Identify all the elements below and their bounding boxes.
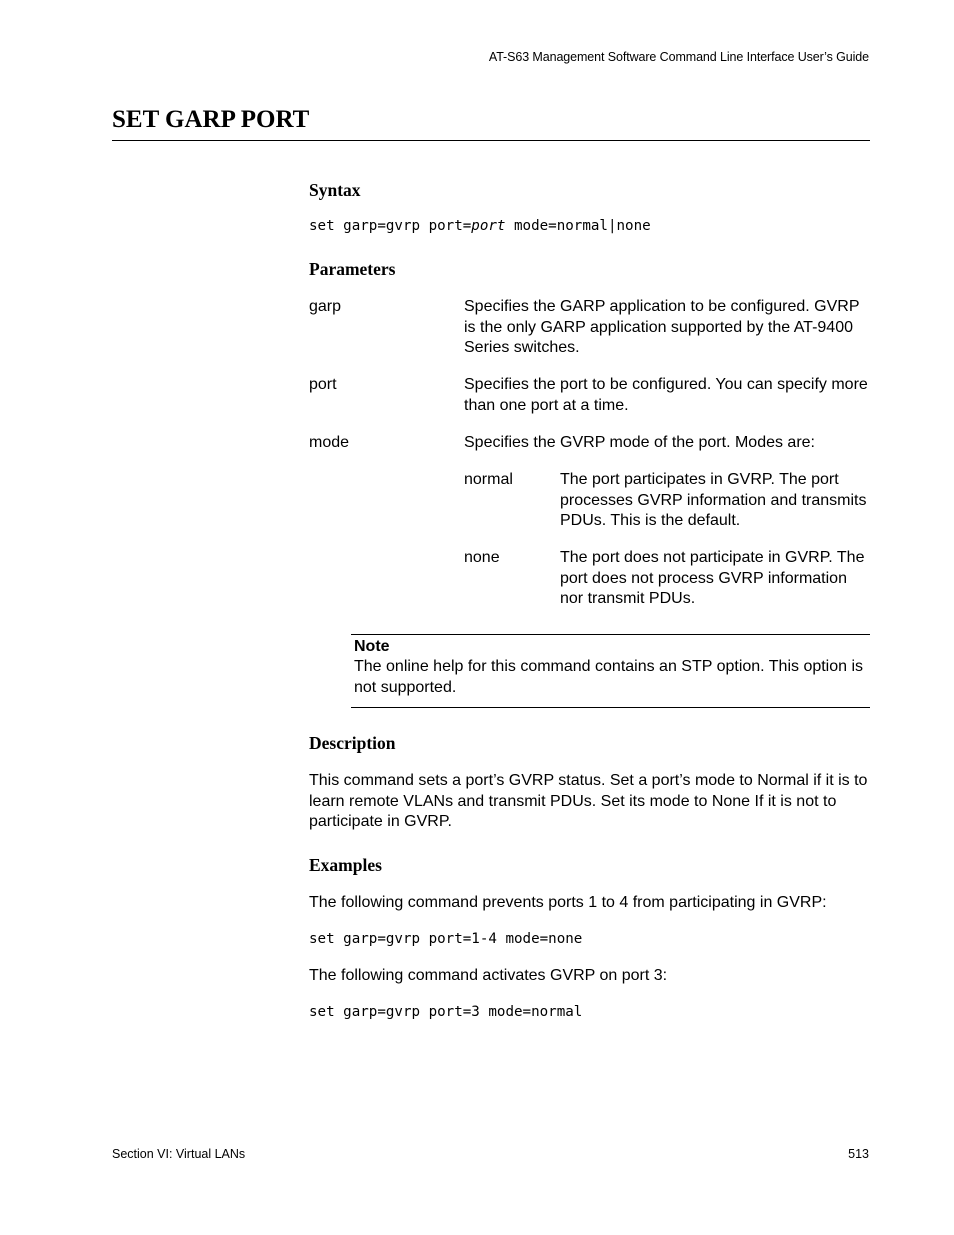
mode-name-none: none (464, 549, 500, 566)
note-label: Note (354, 638, 390, 655)
description-text: This command sets a port’s GVRP status. Set a port’s mode to Normal if it is to learn remote VLANs and transmit PDUs. Set its mode to None If it is not to participate in GVRP. (309, 772, 868, 830)
syntax-heading: Syntax (309, 180, 361, 200)
note-text: The online help for this command contains an STP option. This option is not supported. (354, 658, 864, 696)
example-1-text: The following command prevents ports 1 to 4 from participating in GVRP: (309, 894, 827, 911)
param-desc-port: Specifies the port to be configured. You can specify more than one port at a time. (464, 376, 868, 414)
mode-desc-none: The port does not participate in GVRP. The port does not process GVRP information nor transmit PDUs. (560, 549, 865, 607)
description-heading: Description (309, 733, 396, 753)
param-desc-garp: Specifies the GARP application to be configured. GVRP is the only GARP application supported by the AT-9400 Series switches. (464, 298, 860, 356)
parameters-heading: Parameters (309, 259, 396, 279)
param-name-port: port (309, 376, 337, 393)
title-divider (112, 140, 870, 141)
example-2-command: set garp=gvrp port=3 mode=normal (309, 1004, 583, 1020)
running-header: AT-S63 Management Software Command Line Interface User’s Guide (488, 50, 869, 64)
example-1-command: set garp=gvrp port=1-4 mode=none (309, 931, 583, 947)
examples-heading: Examples (309, 855, 382, 875)
note-top-rule (351, 634, 870, 635)
mode-desc-normal: The port participates in GVRP. The port processes GVRP information and transmits PDUs. This is the default. (560, 471, 867, 529)
syntax-command-prefix: set garp=gvrp port= (309, 218, 472, 234)
page-number: 513 (848, 1147, 869, 1161)
param-desc-mode: Specifies the GVRP mode of the port. Modes are: (464, 434, 815, 451)
param-name-garp: garp (309, 298, 342, 315)
footer-section: Section VI: Virtual LANs (112, 1147, 246, 1161)
param-name-mode: mode (309, 434, 350, 451)
example-2-text: The following command activates GVRP on port 3: (309, 967, 668, 984)
note-bottom-rule (351, 707, 870, 708)
page-title: SET GARP PORT (112, 106, 310, 133)
mode-name-normal: normal (464, 471, 513, 488)
syntax-command-suffix: mode=normal|none (505, 218, 651, 234)
syntax-command (309, 218, 651, 234)
syntax-command-variable: port (471, 218, 506, 234)
